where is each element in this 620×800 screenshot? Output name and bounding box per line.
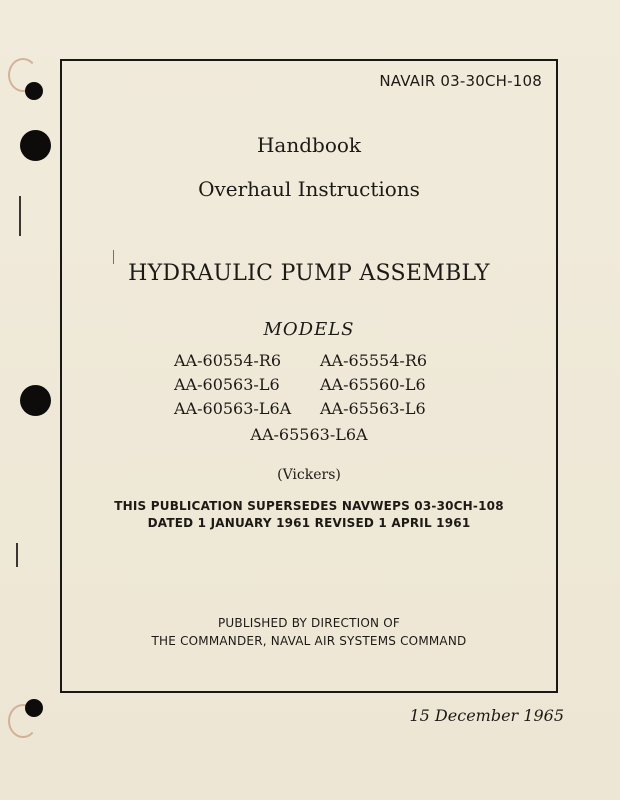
document-title: HYDRAULIC PUMP ASSEMBLY xyxy=(128,261,490,286)
models-list xyxy=(174,351,450,418)
edge-mark xyxy=(19,196,21,236)
binder-hole-middle xyxy=(20,385,51,416)
model-item: AA-65554-R6 xyxy=(320,351,428,370)
publication-date: 15 December 1965 xyxy=(409,706,564,725)
heading-overhaul-instructions: Overhaul Instructions xyxy=(198,177,420,201)
model-item: AA-65563-L6 xyxy=(320,399,426,418)
cover-border-frame xyxy=(60,59,558,693)
models-label: MODELS xyxy=(263,319,355,340)
supersedes-notice xyxy=(62,498,556,532)
model-item: AA-65563-L6A xyxy=(250,425,368,444)
publication-number: NAVAIR 03-30CH-108 xyxy=(379,72,542,90)
manufacturer: (Vickers) xyxy=(277,467,341,483)
binder-hole-bottom xyxy=(25,699,43,717)
supersedes-line-2: DATED 1 JANUARY 1961 REVISED 1 APRIL 1961 xyxy=(147,516,471,530)
binder-hole-top xyxy=(25,82,43,100)
model-item: AA-60554-R6 xyxy=(174,351,282,370)
binder-hole xyxy=(20,130,51,161)
model-item: AA-65560-L6 xyxy=(320,375,426,394)
model-item: AA-60563-L6 xyxy=(174,375,280,394)
published-line-1: PUBLISHED BY DIRECTION OF xyxy=(217,616,400,630)
published-line-2: THE COMMANDER, NAVAL AIR SYSTEMS COMMAND xyxy=(151,634,467,648)
edge-mark xyxy=(16,543,18,567)
publisher-statement xyxy=(62,614,556,650)
supersedes-line-1: THIS PUBLICATION SUPERSEDES NAVWEPS 03-30CH-108 xyxy=(114,499,504,513)
model-item: AA-60563-L6A xyxy=(174,399,292,418)
heading-handbook: Handbook xyxy=(256,133,362,157)
